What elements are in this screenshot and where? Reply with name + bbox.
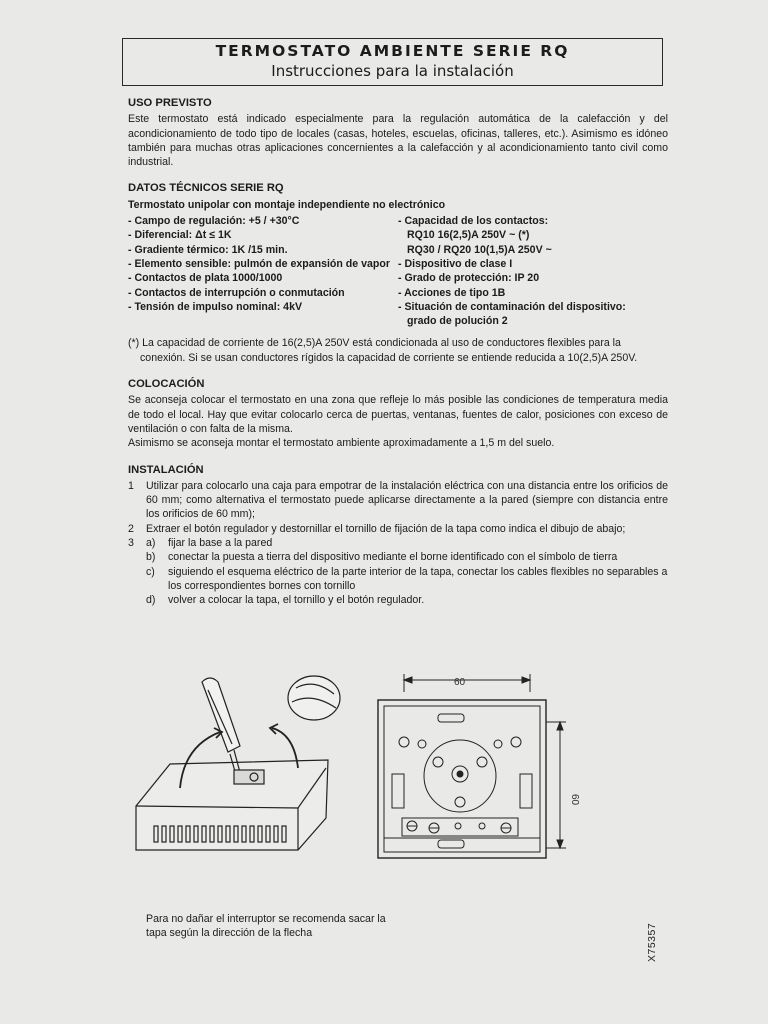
base-dimension-drawing [374, 666, 594, 876]
dimension-label-horizontal: 60 [454, 677, 466, 688]
section-heading-instalacion: INSTALACIÓN [128, 463, 204, 476]
main-content [128, 96, 668, 608]
spec-item: - Tensión de impulso nominal: 4kV [128, 300, 303, 313]
spec-item: - Contactos de plata 1000/1000 [128, 272, 283, 285]
dimension-label-vertical: 60 [569, 794, 580, 806]
knob-icon [288, 676, 340, 720]
datos-subheading: Termostato unipolar con montaje independiente no electrónico [128, 198, 446, 211]
spec-item: RQ30 / RQ20 10(1,5)A 250V ~ [407, 243, 552, 256]
section-heading-colocacion: COLOCACIÓN [128, 378, 205, 391]
spec-item: - Contactos de interrupción o conmutación [128, 286, 345, 299]
specs-left [128, 214, 398, 328]
section-heading-uso: USO PREVISTO [128, 97, 212, 109]
spec-item: - Elemento sensible: pulmón de expansión de vapor [128, 257, 390, 270]
spec-item: RQ10 16(2,5)A 250V ~ (*) [407, 229, 530, 242]
capacity-note [128, 336, 668, 365]
document-code: X75357 [646, 922, 658, 962]
document-subtitle: Instrucciones para la instalación [271, 62, 514, 80]
install-step: 1 Utilizar para colocarlo una caja para empotrar de la instalación eléctrica con una distancia entre los orificios de 60 mm; como alternativa el termostato puede aplicarse directamente a la pared (siempre con distancia entre los orificios de 60 mm); [128, 479, 668, 521]
title-box [122, 38, 663, 86]
install-step: 2 Extraer el botón regulador y destornillar el tornillo de fijación de la tapa como indica el dibujo de abajo; [128, 522, 626, 535]
spec-item: - Situación de contaminación del dispositivo: [398, 300, 626, 313]
spec-item: - Dispositivo de clase I [398, 257, 513, 270]
spec-item: - Acciones de tipo 1B [398, 286, 506, 299]
install-substep: a) fijar la base a la pared [146, 537, 273, 550]
spec-item: grado de polución 2 [407, 315, 508, 328]
install-substep: c) siguiendo el esquema eléctrico de la parte interior de la tapa, conectar los cables flexibles no separables a los correspondientes bornes con tornillo [146, 565, 668, 592]
specs-columns [128, 214, 668, 328]
section-heading-datos: DATOS TÉCNICOS SERIE RQ [128, 182, 284, 195]
document-title: TERMOSTATO AMBIENTE SERIE RQ [215, 42, 570, 60]
install-substep: b) conectar la puesta a tierra del dispositivo mediante el borne identificado con el símbolo de tierra [146, 551, 618, 564]
spec-item: - Gradiente térmico: 1K /15 min. [128, 243, 288, 256]
figure-caption: Para no dañar el interruptor se recomenda sacar la tapa según la dirección de la flecha [146, 913, 386, 940]
colocacion-text: Se aconseja colocar el termostato en una zona que refleje lo más posible las condiciones de temperatura media de todo el local. Hay que evitar colocarlo cerca de puertas, ventanas, fuentes de calor, posiciones con exceso de ventilación o con falta de la misma. [128, 394, 668, 435]
install-substep: d) volver a colocar la tapa, el tornillo y el botón regulador. [146, 594, 425, 607]
spec-item: - Grado de protección: IP 20 [398, 272, 540, 285]
note-line: (*) La capacidad de corriente de 16(2,5)A 250V está condicionada al uso de conductores flexibles para la [128, 337, 621, 350]
spec-item: - Diferencial: Δt ≤ 1K [128, 229, 232, 242]
spec-item: - Capacidad de los contactos: [398, 215, 549, 228]
spec-item: - Campo de regulación: +5 / +30°C [128, 215, 300, 228]
uso-text: Este termostato está indicado especialmente para la regulación automática de la calefacción y del acondicionamiento de todo tipo de locales (casas, hoteles, escuelas, oficinas, talleres, etc.). Asimismo es idóneo también para muchas otras aplicaciones concernientes a la calefacción y al acondicionamiento tanto civil como industrial. [128, 113, 668, 169]
note-line: conexión. Si se usan conductores rígidos la capacidad de corriente se entiende reducida a 10(2,5)A 250V. [140, 351, 638, 364]
specs-right [398, 214, 668, 328]
cover-removal-illustration [128, 668, 358, 878]
colocacion-text-2: Asimismo se aconseja montar el termostato ambiente aproximadamente a 1,5 m del suelo. [128, 437, 555, 450]
install-step: 3 a) fijar la base a la pared [128, 536, 668, 550]
